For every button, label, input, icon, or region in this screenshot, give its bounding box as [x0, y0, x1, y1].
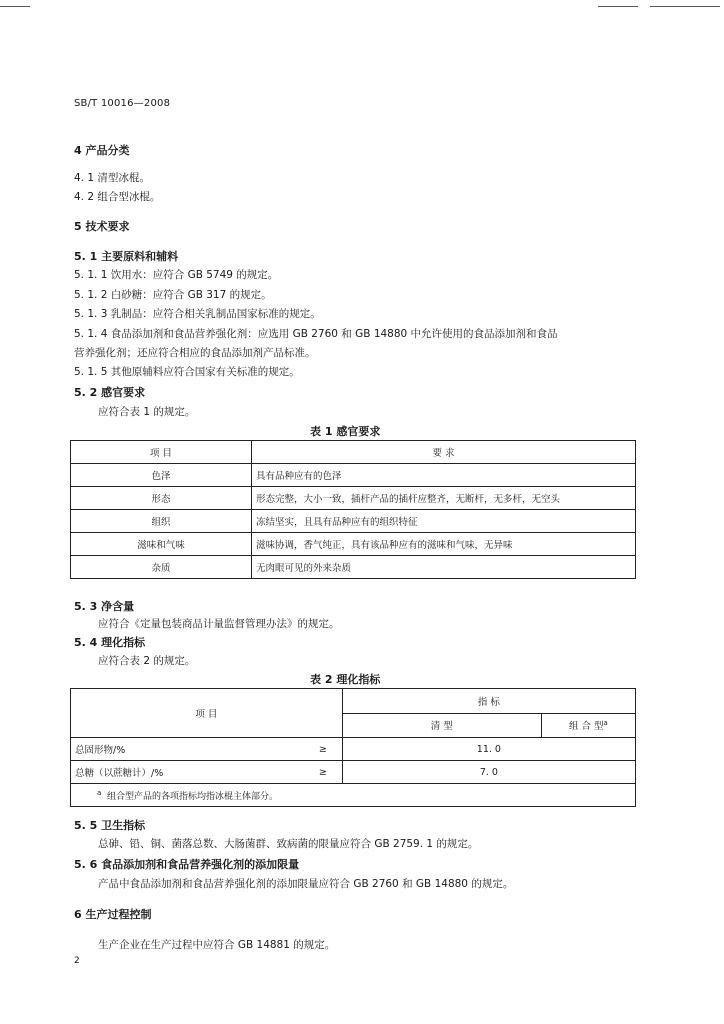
table-2-item: 总固形物/%	[71, 738, 304, 761]
section-5-1-4-cont: 营养强化剂；还应符合相应的食品添加剂产品标准。	[74, 347, 316, 359]
table-2-header-row	[71, 689, 636, 714]
table-2	[70, 688, 636, 807]
section-5-1-5: 5. 1. 5 其他原辅料应符合国家有关标准的规定。	[74, 366, 300, 378]
table-1-item: 杂质	[71, 556, 252, 579]
table-1-head-item: 项 目	[71, 441, 252, 464]
section-5-1-2: 5. 1. 2 白砂糖：应符合 GB 317 的规定。	[74, 289, 272, 301]
table-1-req: 无肉眼可见的外来杂质	[252, 556, 636, 579]
scan-mark	[598, 6, 638, 7]
table-1-head-req: 要 求	[252, 441, 636, 464]
table-1	[70, 440, 636, 579]
table-1-item: 组织	[71, 510, 252, 533]
table-row	[71, 464, 636, 487]
table-2-value: 7. 0	[342, 761, 635, 784]
table-1-item: 形态	[71, 487, 252, 510]
scan-mark	[650, 6, 720, 7]
table-row	[71, 510, 636, 533]
table-1-req: 形态完整，大小一致，插杆产品的插杆应整齐，无断杆，无多杆，无空头	[252, 487, 636, 510]
table-2-head-item: 项 目	[71, 689, 343, 738]
table-row	[71, 487, 636, 510]
section-5-6-heading: 5. 6 食品添加剂和食品营养强化剂的添加限量	[74, 858, 300, 871]
section-4-1: 4. 1 清型冰棍。	[74, 172, 150, 184]
table-2-head-combo-label: 组 合 型	[568, 721, 604, 733]
table-2-item: 总糖（以蔗糖计）/%	[71, 761, 304, 784]
section-4-heading: 4 产品分类	[74, 144, 130, 157]
scan-mark	[0, 6, 30, 7]
section-5-5-text: 总砷、铅、铜、菌落总数、大肠菌群、致病菌的限量应符合 GB 2759. 1 的规定。	[98, 838, 479, 850]
table-2-head-clear: 清 型	[342, 713, 541, 738]
section-5-4-text: 应符合表 2 的规定。	[98, 655, 196, 667]
section-5-1-4: 5. 1. 4 食品添加剂和食品营养强化剂：应选用 GB 2760 和 GB 14880 中允许使用的食品添加剂和食品	[74, 328, 558, 340]
section-5-3-text: 应符合《定量包装商品计量监督管理办法》的规定。	[98, 618, 340, 630]
section-4-2: 4. 2 组合型冰棍。	[74, 191, 161, 203]
table-row	[71, 533, 636, 556]
section-5-6-text: 产品中食品添加剂和食品营养强化剂的添加限量应符合 GB 2760 和 GB 14880 的规定。	[98, 878, 514, 890]
footnote-mark: a	[97, 788, 102, 797]
table-2-footnote-row	[71, 784, 636, 807]
table-1-item: 色泽	[71, 464, 252, 487]
footnote-ref: a	[603, 719, 608, 728]
table-2-op: ≥	[304, 738, 343, 761]
table-1-req: 具有品种应有的色泽	[252, 464, 636, 487]
table-1-item: 滋味和气味	[71, 533, 252, 556]
table-2-footnote	[71, 784, 636, 807]
section-5-2-text: 应符合表 1 的规定。	[98, 406, 196, 418]
footnote-text: 组合型产品的各项指标均指冰棍主体部分。	[107, 791, 279, 802]
section-5-1-heading: 5. 1 主要原料和辅料	[74, 250, 179, 263]
section-5-1-3: 5. 1. 3 乳制品：应符合相关乳制品国家标准的规定。	[74, 308, 321, 320]
table-row	[71, 556, 636, 579]
table-1-req: 滋味协调，香气纯正，具有该品种应有的滋味和气味，无异味	[252, 533, 636, 556]
page-number: 2	[74, 956, 80, 966]
table-2-op: ≥	[304, 761, 343, 784]
table-1-caption: 表 1 感官要求	[310, 425, 381, 438]
section-5-heading: 5 技术要求	[74, 220, 130, 233]
table-2-head-combo	[541, 713, 635, 738]
section-5-4-heading: 5. 4 理化指标	[74, 636, 146, 649]
table-1-req: 冻结坚实，且具有品种应有的组织特征	[252, 510, 636, 533]
table-2-caption: 表 2 理化指标	[310, 673, 381, 686]
table-row	[71, 761, 636, 784]
section-6-heading: 6 生产过程控制	[74, 908, 152, 921]
section-6-text: 生产企业在生产过程中应符合 GB 14881 的规定。	[98, 939, 336, 951]
table-1-header-row	[71, 441, 636, 464]
section-5-3-heading: 5. 3 净含量	[74, 600, 135, 613]
table-2-head-index: 指 标	[342, 689, 635, 714]
section-5-2-heading: 5. 2 感官要求	[74, 386, 146, 399]
standard-code: SB/T 10016—2008	[74, 98, 171, 109]
section-5-5-heading: 5. 5 卫生指标	[74, 819, 146, 832]
section-5-1-1: 5. 1. 1 饮用水：应符合 GB 5749 的规定。	[74, 269, 279, 281]
table-row	[71, 738, 636, 761]
table-2-value: 11. 0	[342, 738, 635, 761]
